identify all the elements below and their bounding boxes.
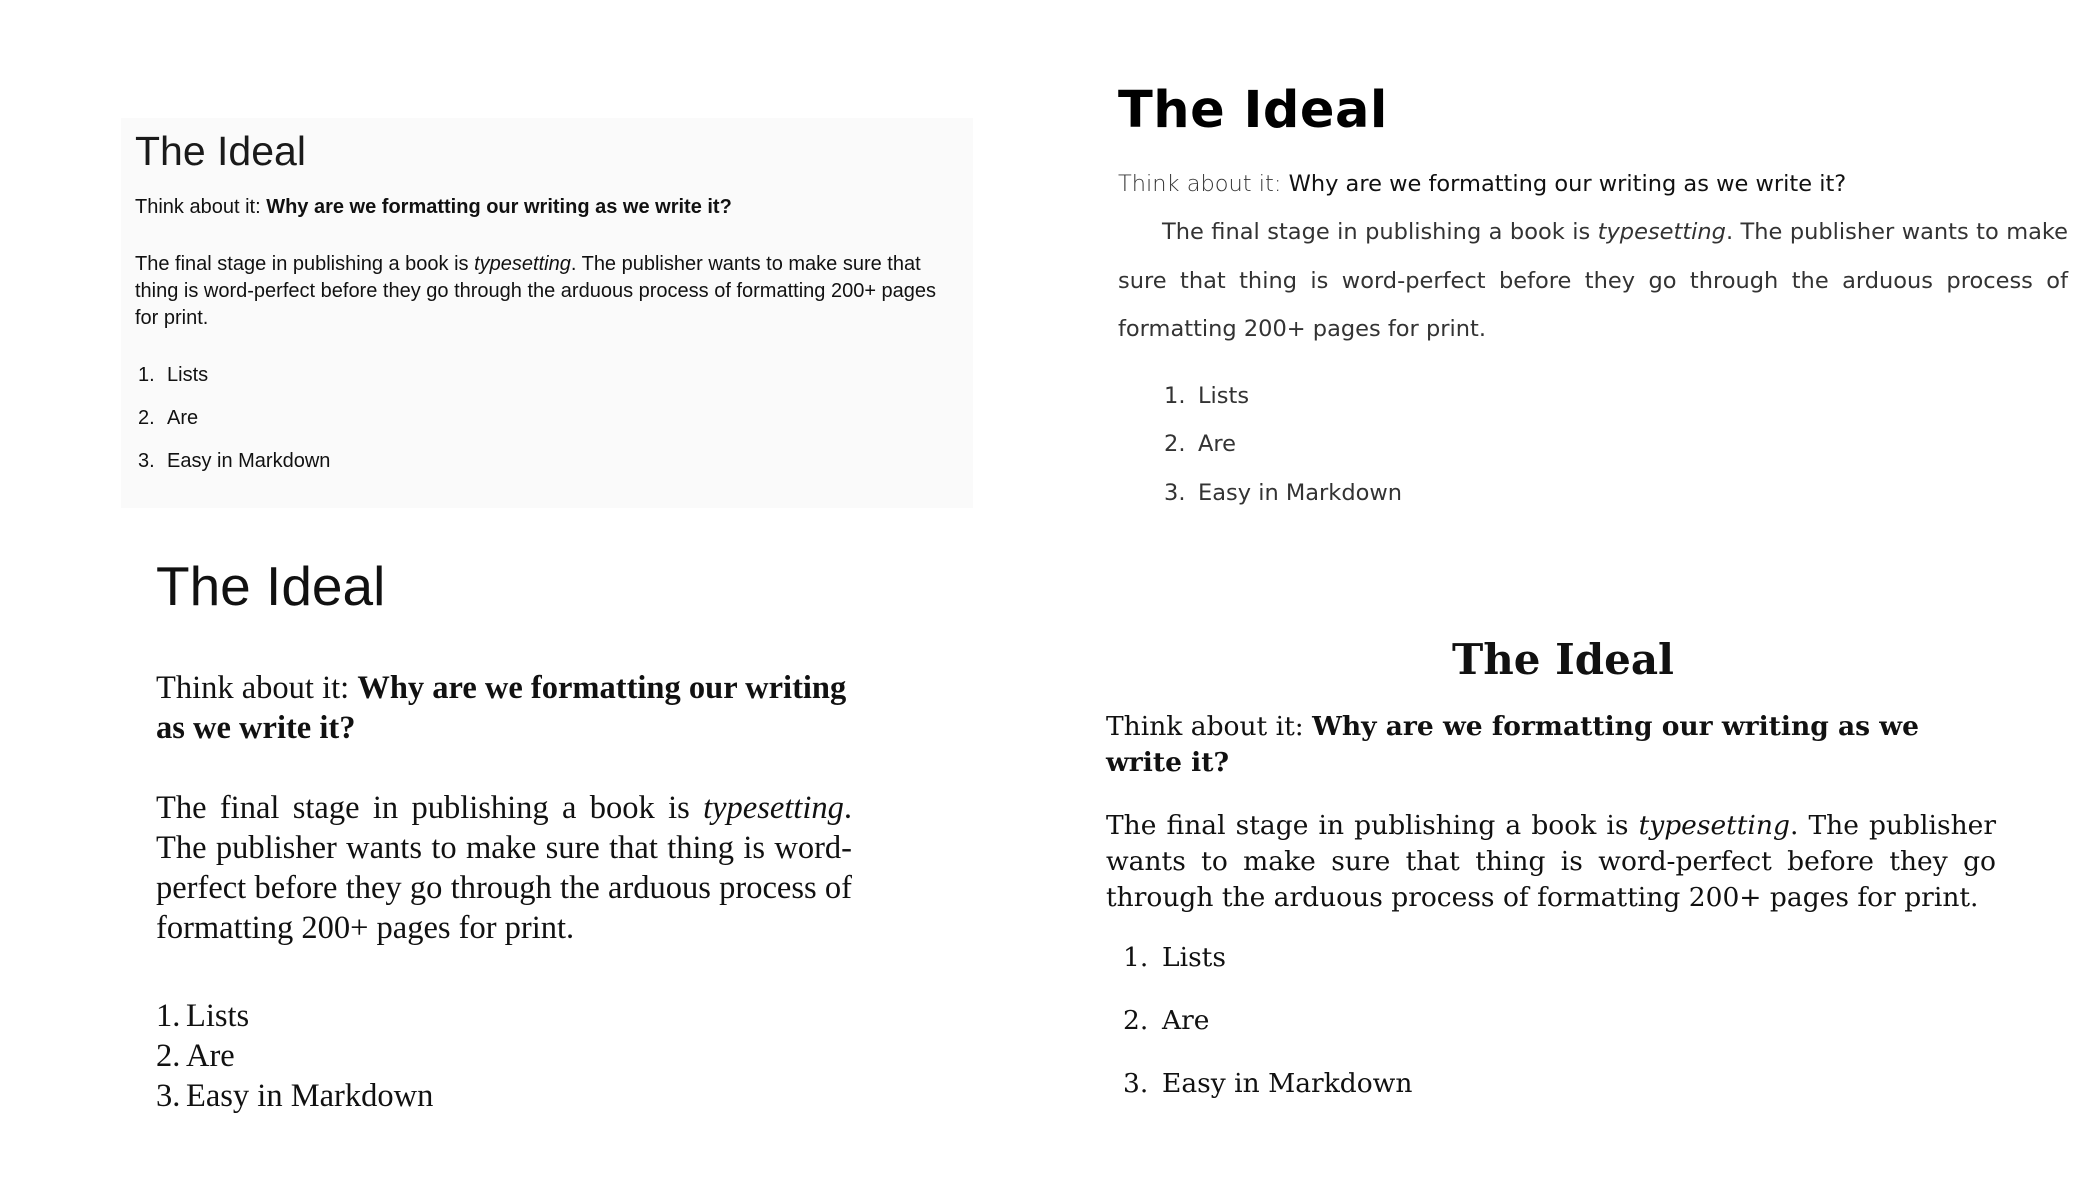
list-number: 3. — [1164, 479, 1186, 506]
list-text: Lists — [1198, 382, 1250, 409]
list-number: 3. — [156, 1078, 181, 1115]
panel-humanist-preview — [1118, 82, 2068, 517]
think-prefix: Think about it: — [135, 196, 267, 219]
list-number: 2. — [1164, 431, 1186, 458]
body-paragraph — [1118, 208, 2068, 354]
panel-title: The Ideal — [135, 128, 306, 174]
think-prefix: Think about it: — [156, 670, 358, 707]
think-question: Why are we formatting our writing as we write it? — [266, 196, 732, 219]
body-text-start: The final stage in publishing a book is — [135, 253, 475, 276]
list-item — [1164, 372, 2068, 421]
body-text-end: . The publisher wants to make sure that thing is word-perfect before they go through the arduous process of formatting 200+ pages for print. — [1106, 810, 1996, 914]
list-item — [1164, 420, 2068, 469]
list-item — [1123, 1003, 1996, 1039]
list-item — [1123, 1066, 1996, 1102]
list-number: 2. — [138, 407, 155, 430]
list-text: Are — [186, 1038, 235, 1075]
list-number: 1. — [1164, 382, 1186, 409]
think-question: Why are we formatting our writing as we write it? — [1106, 711, 1919, 779]
list-item — [1123, 940, 1996, 976]
body-text-start: The final stage in publishing a book is — [1106, 810, 1639, 842]
list-text: Easy in Markdown — [1162, 1068, 1413, 1100]
list-text: Are — [167, 407, 199, 430]
list-text: Easy in Markdown — [1198, 479, 1403, 506]
list-text: Lists — [1162, 942, 1226, 974]
panel-serif-preview — [156, 555, 852, 1116]
body-emphasis: typesetting — [1597, 219, 1726, 246]
ordered-list — [1106, 940, 1996, 1102]
list-item — [156, 1076, 852, 1116]
list-text: Easy in Markdown — [167, 450, 331, 473]
list-text: Are — [1162, 1005, 1210, 1037]
list-item — [135, 448, 959, 475]
panel-sans-preview — [121, 118, 973, 508]
ordered-list — [1118, 372, 2068, 518]
body-text-end: . The publisher wants to make sure that thing is word-perfect before they go through the arduous process of formatting 200+ pages for print. — [156, 790, 852, 947]
list-item — [156, 996, 852, 1036]
panel-title: The Ideal — [1118, 81, 1388, 140]
ordered-list — [156, 996, 852, 1116]
body-text-start: The final stage in publishing a book is — [1162, 219, 1598, 246]
think-paragraph — [135, 194, 959, 220]
body-paragraph — [1106, 808, 1996, 916]
body-emphasis: typesetting — [1638, 810, 1790, 842]
think-paragraph — [1118, 169, 2068, 201]
panel-book-preview — [1106, 636, 1996, 1129]
list-number: 3. — [1123, 1068, 1149, 1100]
body-text-start: The final stage in publishing a book is — [156, 790, 704, 827]
body-emphasis: typesetting — [703, 790, 844, 827]
list-number: 2. — [1123, 1005, 1149, 1037]
body-paragraph — [135, 251, 959, 332]
list-number: 1. — [1123, 942, 1149, 974]
list-item — [135, 405, 959, 432]
panel-title: The Ideal — [1451, 635, 1675, 684]
list-item — [156, 1036, 852, 1076]
list-item — [135, 362, 959, 389]
list-text: Lists — [186, 998, 250, 1035]
think-question: Why are we formatting our writing as we write it? — [156, 670, 847, 747]
list-number: 1. — [156, 998, 181, 1035]
list-text: Easy in Markdown — [186, 1078, 434, 1115]
list-item — [1164, 469, 2068, 518]
body-text-end: . The publisher wants to make sure that thing is word-perfect before they go through the arduous process of formatting 200+ pages for print. — [1118, 219, 2068, 343]
think-prefix: Think about it: — [1106, 711, 1313, 743]
think-paragraph — [156, 668, 852, 748]
think-prefix: Think about it: — [1118, 170, 1289, 197]
list-number: 2. — [156, 1038, 181, 1075]
list-text: Are — [1198, 431, 1236, 458]
panel-title: The Ideal — [156, 555, 386, 617]
list-text: Lists — [167, 364, 209, 387]
body-text-end: . The publisher wants to make sure that thing is word-perfect before they go through the arduous process of formatting 200+ pages for print. — [135, 253, 937, 330]
ordered-list — [135, 362, 959, 475]
think-paragraph — [1106, 709, 1996, 781]
body-paragraph — [156, 788, 852, 948]
body-emphasis: typesetting — [474, 253, 571, 276]
list-number: 3. — [138, 450, 155, 473]
think-question: Why are we formatting our writing as we write it? — [1288, 170, 1847, 197]
list-number: 1. — [138, 364, 155, 387]
